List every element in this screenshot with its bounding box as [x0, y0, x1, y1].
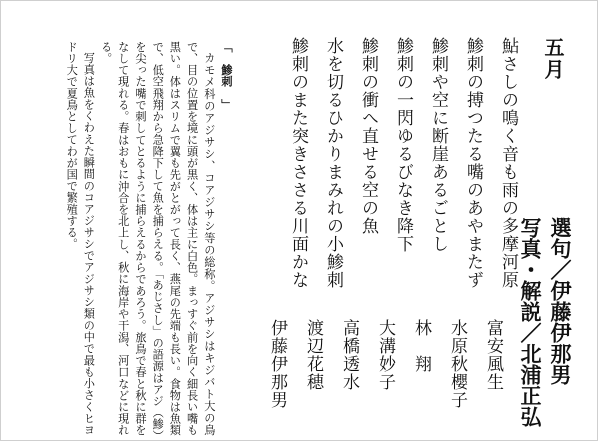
haiku-author: 水原秋櫻子: [447, 319, 467, 409]
haiku-author: 大溝妙子: [375, 319, 395, 391]
commentary-paragraph: 写真は魚をくわえた瞬間のコアジサシでアジサシ類の中で最も小さくヒヨドリ大で夏鳥としてわが国で繁殖する。: [65, 41, 96, 436]
credit-selection: 選句／伊藤伊那男: [548, 217, 573, 385]
commentary: [19, 41, 235, 436]
haiku-text: 鯵刺の衝へ直せる空の魚: [358, 37, 378, 235]
haiku-text: 鯵刺の一閃ゆるびなき降下: [393, 37, 413, 253]
commentary-paragraph: カモメ科のアジサシ、コアジサシ等の総称。アジサシはキジバト大の鳥で、目の位置を境に頭が黒く、体は主に白色。まっすぐ前を向く細長い嘴も黒い。体はスリムで翼も先がとがって長く、燕尾の先端も長い。食物は魚類で、低空飛翔から急降下して魚を捕らえる。「あじさし」の語源はアジ（鯵）を尖った嘴で刺してとるように捕らえるからであろう。旅鳥で春と秋に群をなして現れる。春はおもに沖合を北上し、秋に海岸や干潟、河口などに現れる。: [99, 41, 216, 436]
haiku-author: 渡辺花穂: [303, 319, 323, 391]
haiku-author: 林 翔: [411, 319, 431, 373]
haiku-author: 伊藤伊那男: [267, 319, 287, 409]
haiku-author: 富安風生: [483, 319, 503, 391]
haiku-text: 鮎さしの鳴く音も雨の多摩河原: [498, 37, 518, 289]
haiku-text: 鯵刺や空に断崖あるごとし: [428, 37, 448, 253]
haiku-text: 鯵刺の搏つたる嘴のあやまたず: [463, 37, 483, 289]
credit-photo-commentary: 写真・解説／北浦正弘: [518, 217, 543, 427]
kigo-title: 「 鯵刺 」: [220, 41, 233, 111]
haiku-text: 鯵刺のまた突きささる川面かな: [288, 37, 308, 289]
month-heading: 五月: [541, 37, 565, 81]
haiku-text: 水を切るひかりまみれの小鯵刺: [323, 37, 343, 289]
credits: [515, 217, 575, 427]
haiku-author: 高橋透水: [339, 319, 359, 391]
